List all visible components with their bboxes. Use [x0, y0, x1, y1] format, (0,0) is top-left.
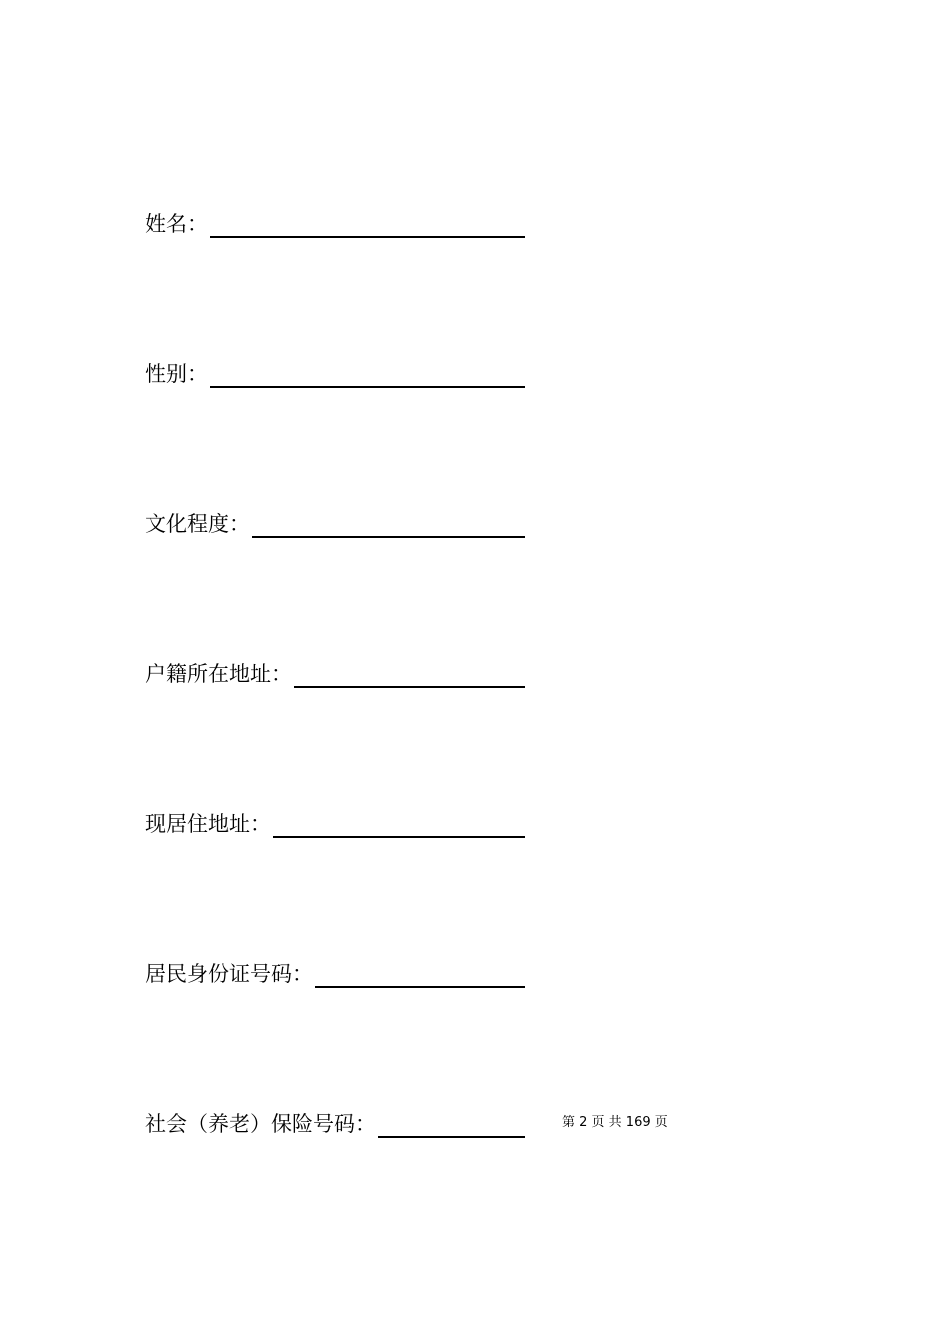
name-label: 姓名：: [145, 212, 208, 236]
education-field: [145, 506, 525, 538]
page-indicator: 第 2 页 共 169 页: [562, 1115, 668, 1130]
social-insurance-field: [145, 1106, 525, 1138]
social-insurance-label: 社会（养老）保险号码：: [145, 1112, 376, 1136]
id-number-field: [145, 956, 525, 988]
education-blank-line[interactable]: [252, 510, 525, 538]
gender-blank-line[interactable]: [210, 360, 525, 388]
household-address-blank-line[interactable]: [294, 660, 525, 688]
education-label: 文化程度：: [145, 512, 250, 536]
household-address-field: [145, 656, 525, 688]
household-address-label: 户籍所在地址：: [145, 662, 292, 686]
social-insurance-blank-line[interactable]: [378, 1110, 525, 1138]
id-number-blank-line[interactable]: [315, 960, 525, 988]
id-number-label: 居民身份证号码：: [145, 962, 313, 986]
current-address-blank-line[interactable]: [273, 810, 525, 838]
current-address-label: 现居住地址：: [145, 812, 271, 836]
gender-label: 性别：: [145, 362, 208, 386]
name-blank-line[interactable]: [210, 210, 525, 238]
name-field: [145, 206, 525, 238]
current-address-field: [145, 806, 525, 838]
gender-field: [145, 356, 525, 388]
